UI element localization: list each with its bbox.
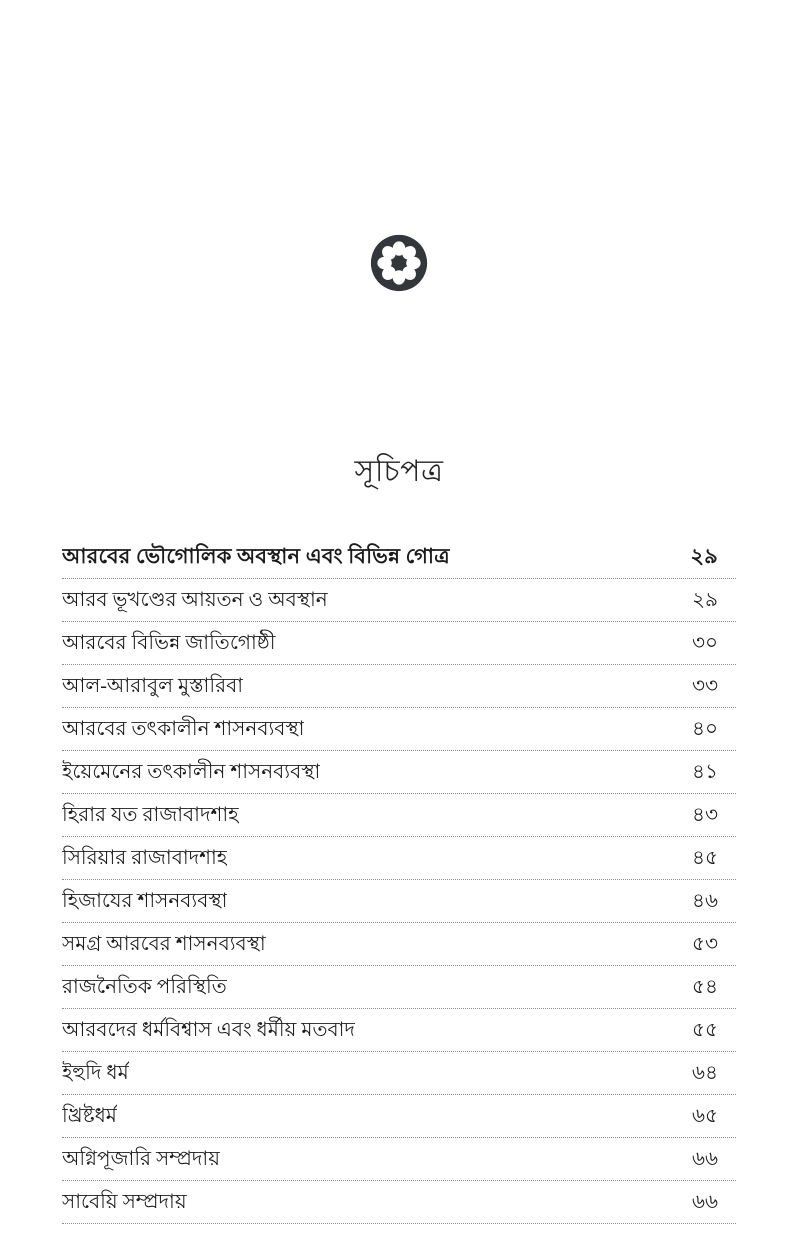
ornament-container (0, 232, 798, 294)
toc-entry[interactable] (62, 923, 736, 966)
toc-entry[interactable] (62, 1009, 736, 1052)
toc-entry-page-number: ৩৩ (691, 675, 718, 697)
toc-entry-page-number: ৬৬ (691, 1148, 718, 1170)
toc-entry-page-number: ৬৫ (692, 1105, 718, 1127)
toc-entry[interactable] (62, 1138, 736, 1181)
toc-entry[interactable] (62, 1095, 736, 1138)
toc-entry-title: হিজাযের শাসনব্যবস্থা (62, 890, 228, 912)
toc-entry[interactable] (62, 622, 736, 665)
table-of-contents (62, 535, 736, 1224)
toc-entry-page-number: ২৯ (692, 589, 718, 611)
toc-entry[interactable] (62, 880, 736, 923)
toc-entry[interactable] (62, 665, 736, 708)
toc-entry-title: আরবের ভৌগোলিক অবস্থান এবং বিভিন্ন গোত্র (62, 544, 450, 568)
toc-entry-page-number: ৬৬ (691, 1191, 718, 1213)
toc-entry-title: অগ্নিপূজারি সম্প্রদায় (62, 1148, 221, 1170)
toc-entry-title: রাজনৈতিক পরিস্থিতি (62, 976, 227, 998)
toc-entry-title: হিরার যত রাজাবাদশাহ (62, 804, 239, 826)
toc-entry-title: ইয়েমেনের তৎকালীন শাসনব্যবস্থা (62, 761, 321, 783)
rosette-wheel-ornament (369, 233, 429, 293)
toc-entry[interactable] (62, 535, 736, 579)
toc-entry-title: সাবেয়ি সম্প্রদায় (62, 1191, 187, 1213)
toc-entry[interactable] (62, 837, 736, 880)
toc-entry-page-number: ৪৩ (692, 804, 718, 826)
toc-entry-title: আল-আরাবুল মুস্তারিবা (62, 675, 243, 697)
toc-entry-page-number: ৪৬ (692, 890, 718, 912)
toc-entry-page-number: ৫৩ (692, 933, 718, 955)
toc-entry-page-number: ৩০ (691, 632, 718, 654)
toc-entry[interactable] (62, 794, 736, 837)
toc-entry-title: সমগ্র আরবের শাসনব্যবস্থা (62, 933, 266, 955)
toc-entry[interactable] (62, 1052, 736, 1095)
toc-entry-page-number: ৫৫ (692, 1019, 718, 1041)
toc-entry-title: ইহুদি ধর্ম (62, 1062, 129, 1084)
toc-entry-page-number: ৪৫ (692, 847, 718, 869)
toc-entry[interactable] (62, 751, 736, 794)
toc-entry[interactable] (62, 579, 736, 622)
toc-entry-title: সিরিয়ার রাজাবাদশাহ (62, 847, 228, 869)
toc-entry-title: আরবের তৎকালীন শাসনব্যবস্থা (62, 718, 305, 740)
toc-entry-title: আরবদের ধর্মবিশ্বাস এবং ধর্মীয় মতবাদ (62, 1019, 355, 1041)
toc-entry[interactable] (62, 708, 736, 751)
toc-entry-title: আরবের বিভিন্ন জাতিগোষ্ঠী (62, 632, 276, 654)
toc-entry-page-number: ৬৪ (692, 1062, 718, 1084)
toc-entry-page-number: ৪১ (692, 761, 718, 783)
toc-entry[interactable] (62, 966, 736, 1009)
toc-entry-title: খ্রিষ্টধর্ম (62, 1105, 117, 1127)
toc-entry-page-number: ৫৪ (692, 976, 718, 998)
page-title: সূচিপত্র (354, 455, 444, 488)
toc-entry-page-number: ৪০ (692, 718, 718, 740)
toc-entry[interactable] (62, 1181, 736, 1224)
toc-entry-title: আরব ভূখণ্ডের আয়তন ও অবস্থান (62, 589, 328, 611)
toc-entry-page-number: ২৯ (690, 544, 718, 568)
